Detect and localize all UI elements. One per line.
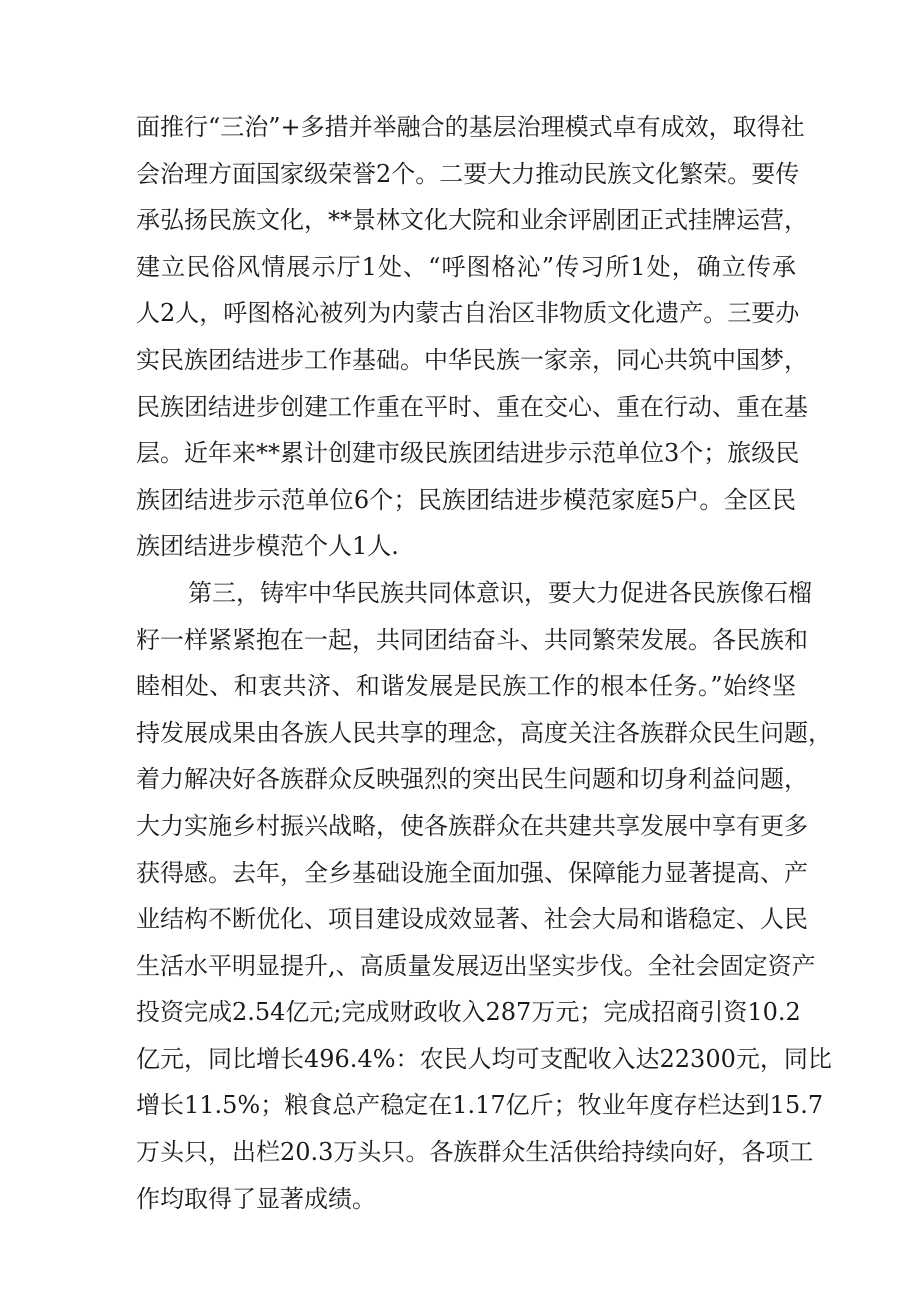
paragraph-2 [136,570,832,1222]
text-line: 第三，铸牢中华民族共同体意识，要大力促进各民族像石榴 [188,578,812,607]
text-line: 生活水平明显提升,、高质量发展迈出坚实步伐。全社会固定资产 [136,951,816,980]
text-line: 建立民俗风情展示厅1处、“呼图格沁”传习所1处，确立传承 [136,252,796,281]
text-line: 投资完成2.54亿元;完成财政收入287万元；完成招商引资10.2 [136,998,801,1027]
text-line: 睦相处、和衷共济、和谐发展是民族工作的根本任务。”始终坚 [136,672,796,701]
text-line: 会治理方面国家级荣誉2个。二要大力推动民族文化繁荣。要传 [136,159,800,188]
text-line: 实民族团结进步工作基础。中华民族一家亲，同心共筑中国梦， [136,345,808,374]
body-text [136,104,832,1222]
text-line: 大力实施乡村振兴战略，使各族群众在共建共享发展中享有更多 [136,811,808,840]
text-line: 籽一样紧紧抱在一起，共同团结奋斗、共同繁荣发展。各民族和 [136,625,808,654]
text-line: 着力解决好各族群众反映强烈的突出民生问题和切身利益问题， [136,765,808,794]
text-line: 增长11.5%；粮食总产稳定在1.17亿斤；牧业年度存栏达到15.7 [136,1091,824,1120]
text-line: 民族团结进步创建工作重在平时、重在交心、重在行动、重在基 [136,392,808,421]
text-line: 亿元，同比增长496.4%：农民人均可支配收入达22300元，同比 [136,1044,832,1073]
text-line: 族团结进步模范个人1人. [136,532,399,561]
text-line: 层。近年来**累计创建市级民族团结进步示范单位3个；旅级民 [136,439,800,468]
text-line: 人2人，呼图格沁被列为内蒙古自治区非物质文化遗产。三要办 [136,299,800,328]
text-line: 持发展成果由各族人民共享的理念，高度关注各族群众民生问题， [136,718,832,747]
paragraph-1 [136,104,808,570]
text-line: 万头只，出栏20.3万头只。各族群众生活供给持续向好，各项工 [136,1138,814,1167]
text-line: 承弘扬民族文化，**景林文化大院和业余评剧团正式挂牌运营， [136,206,808,235]
text-line: 面推行“三治”+多措并举融合的基层治理模式卓有成效，取得社 [136,113,805,141]
text-line: 作均取得了显著成绩。 [136,1184,376,1213]
text-line: 族团结进步示范单位6个；民族团结进步模范家庭5户。全区民 [136,485,796,514]
text-line: 获得感。去年，全乡基础设施全面加强、保障能力显著提高、产 [136,858,808,887]
text-line: 业结构不断优化、项目建设成效显著、社会大局和谐稳定、人民 [136,905,808,934]
